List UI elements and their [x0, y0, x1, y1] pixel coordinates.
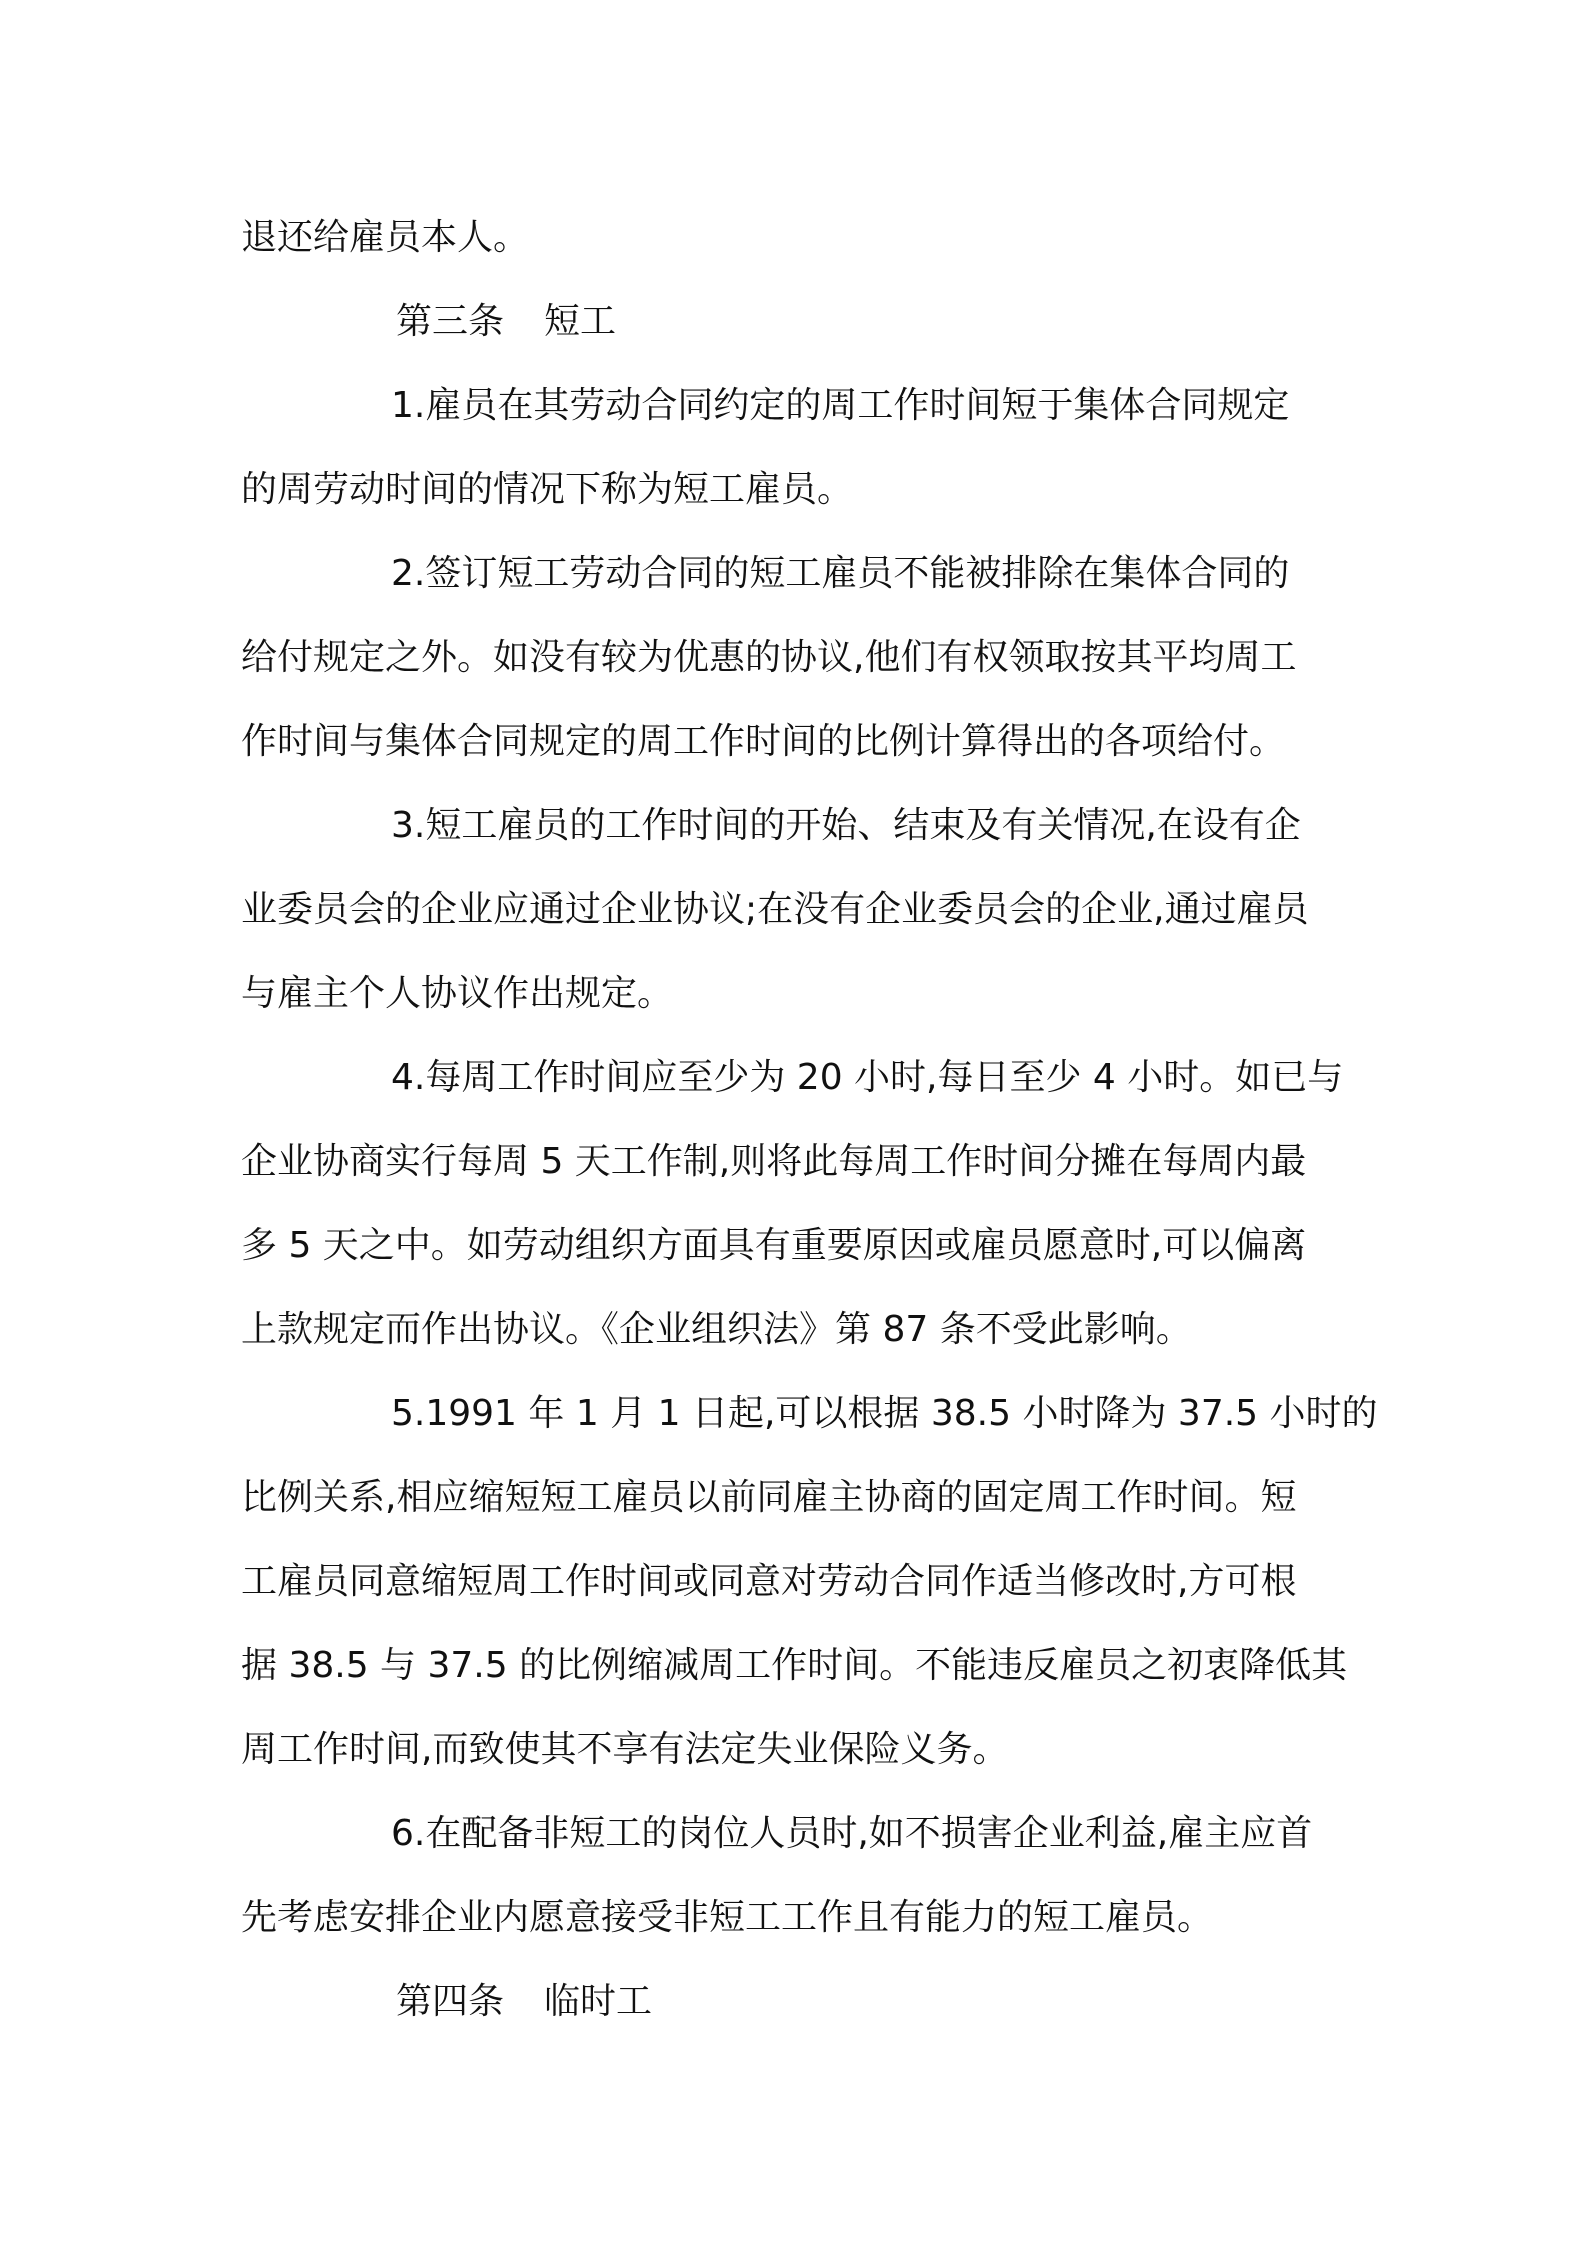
paragraph-line: 退还给雇员本人。 [241, 217, 530, 258]
paragraph-line: 2.签订短工劳动合同的短工雇员不能被排除在集体合同的 [391, 553, 1290, 594]
paragraph-line: 工雇员同意缩短周工作时间或同意对劳动合同作适当修改时,方可根 [241, 1561, 1297, 1602]
paragraph-line: 先考虑安排企业内愿意接受非短工工作且有能力的短工雇员。 [241, 1897, 1214, 1938]
paragraph-line: 与雇主个人协议作出规定。 [241, 973, 674, 1014]
paragraph-line: 3.短工雇员的工作时间的开始、结束及有关情况,在设有企 [391, 805, 1301, 846]
paragraph-line: 的周劳动时间的情况下称为短工雇员。 [241, 469, 854, 510]
section-number: 第三条 [396, 301, 505, 342]
section-number: 第四条 [396, 1981, 505, 2022]
paragraph-line: 比例关系,相应缩短短工雇员以前同雇主协商的固定周工作时间。短 [241, 1477, 1297, 1518]
paragraph-line: 作时间与集体合同规定的周工作时间的比例计算得出的各项给付。 [241, 721, 1286, 762]
section-heading-4 [241, 1960, 1351, 2044]
paragraph-line: 给付规定之外。如没有较为优惠的协议,他们有权领取按其平均周工 [241, 637, 1297, 678]
paragraph-line: 1.雇员在其劳动合同约定的周工作时间短于集体合同规定 [391, 385, 1290, 426]
paragraph-line: 4.每周工作时间应至少为 20 小时,每日至少 4 小时。如已与 [391, 1057, 1344, 1098]
section-heading-3 [241, 280, 1351, 364]
paragraph-line: 多 5 天之中。如劳动组织方面具有重要原因或雇员愿意时,可以偏离 [241, 1225, 1307, 1266]
paragraph-line: 5.1991 年 1 月 1 日起,可以根据 38.5 小时降为 37.5 小时的 [391, 1393, 1378, 1434]
section-title: 短工 [544, 301, 617, 342]
document-body [241, 196, 1378, 2044]
paragraph-line: 上款规定而作出协议。《企业组织法》第 87 条不受此影响。 [241, 1309, 1192, 1350]
paragraph-line: 企业协商实行每周 5 天工作制,则将此每周工作时间分摊在每周内最 [241, 1141, 1307, 1182]
paragraph-line: 据 38.5 与 37.5 的比例缩减周工作时间。不能违反雇员之初衷降低其 [241, 1645, 1348, 1686]
paragraph-line: 周工作时间,而致使其不享有法定失业保险义务。 [241, 1729, 1009, 1770]
section-title: 临时工 [544, 1981, 653, 2022]
paragraph-line: 业委员会的企业应通过企业协议;在没有企业委员会的企业,通过雇员 [241, 889, 1309, 930]
paragraph-line: 6.在配备非短工的岗位人员时,如不损害企业利益,雇主应首 [391, 1813, 1313, 1854]
